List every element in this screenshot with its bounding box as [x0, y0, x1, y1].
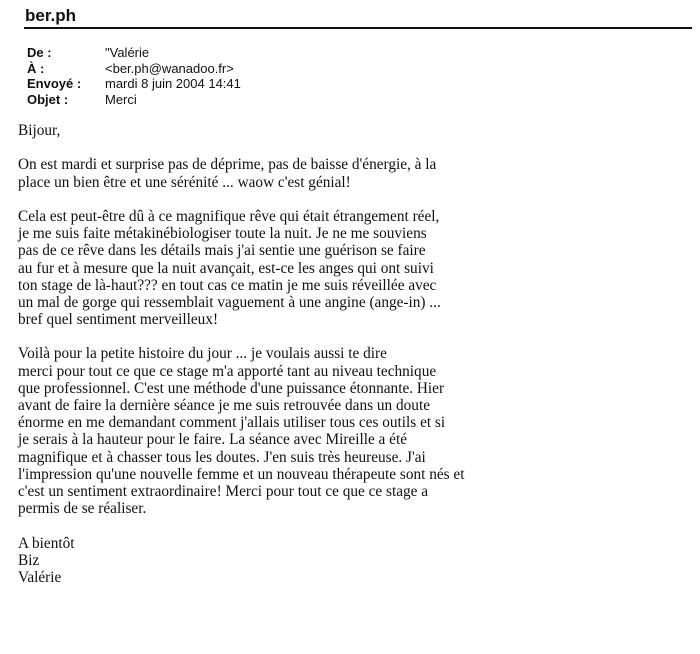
body-line: pas de ce rêve dans les détails mais j'ai sentie une guérison se faire — [18, 242, 426, 260]
body-line: que professionnel. C'est une méthode d'une puissance étonnante. Hier — [18, 379, 445, 397]
body-line: place un bien être et une sérénité ... waow c'est génial! — [18, 173, 351, 191]
signature: Valérie — [18, 568, 62, 586]
paragraph-3 — [18, 345, 688, 517]
header-from-value: "Valérie — [105, 45, 150, 60]
header-from-label: De : — [27, 45, 52, 60]
header-to-value: <ber.ph@wanadoo.fr> — [105, 60, 234, 76]
paragraph-1 — [18, 156, 688, 190]
paragraph-2 — [18, 208, 688, 328]
body-line: ton stage de là-haut??? en tout cas ce matin je me suis réveillée avec — [18, 276, 437, 294]
body-line: magnifique et à chasser tous les doutes. J'en suis très heureuse. J'ai — [18, 448, 426, 466]
closing-line: Biz — [18, 551, 40, 569]
header-to — [27, 61, 241, 77]
email-body — [18, 122, 688, 586]
header-subject-label: Objet : — [27, 91, 69, 107]
header-sent-label: Envoyé : — [27, 76, 82, 91]
body-line: c'est un sentiment extraordinaire! Merci pour tout ce que ce stage a — [18, 482, 429, 500]
email-headers — [27, 45, 241, 107]
body-line: permis de se réaliser. — [18, 500, 147, 518]
body-line: On est mardi et surprise pas de déprime, pas de baisse d'énergie, à la — [18, 156, 437, 174]
body-line: bref quel sentiment merveilleux! — [18, 311, 219, 329]
closing-line: A bientôt — [18, 534, 75, 552]
body-line: merci pour tout ce que ce stage m'a apporté tant au niveau technique — [18, 362, 437, 380]
body-line: Cela est peut-être dû à ce magnifique rêve qui était étrangement réel, — [18, 207, 440, 225]
header-to-label: À : — [27, 60, 45, 76]
body-line: au fur et à mesure que la nuit avançait, est-ce les anges qui ont suivi — [18, 259, 434, 277]
body-line: je serais à la hauteur pour le faire. La séance avec Mireille a été — [18, 431, 408, 449]
sender-title: ber.ph — [25, 6, 77, 25]
body-line: l'impression qu'une nouvelle femme et un nouveau thérapeute sont nés et — [18, 465, 465, 483]
header-sent — [27, 76, 241, 92]
body-line: je me suis faite métakinébiologiser toute la nuit. Je ne me souviens — [18, 225, 427, 243]
header-subject-value: Merci — [105, 91, 137, 107]
header-subject — [27, 92, 241, 108]
body-line: énorme en me demandant comment j'allais utiliser tous ces outils et si — [18, 414, 446, 432]
greeting: Bijour, — [18, 122, 61, 139]
title-divider — [24, 27, 692, 29]
body-line: un mal de gorge qui ressemblait vaguement à une angine (ange-in) ... — [18, 293, 441, 311]
body-line: Voilà pour la petite histoire du jour ... je voulais aussi te dire — [18, 345, 387, 363]
body-line: avant de faire la dernière séance je me suis retrouvée dans un doute — [18, 397, 430, 414]
header-sent-value: mardi 8 juin 2004 14:41 — [105, 76, 241, 91]
closing — [18, 535, 688, 587]
header-from — [27, 45, 241, 61]
